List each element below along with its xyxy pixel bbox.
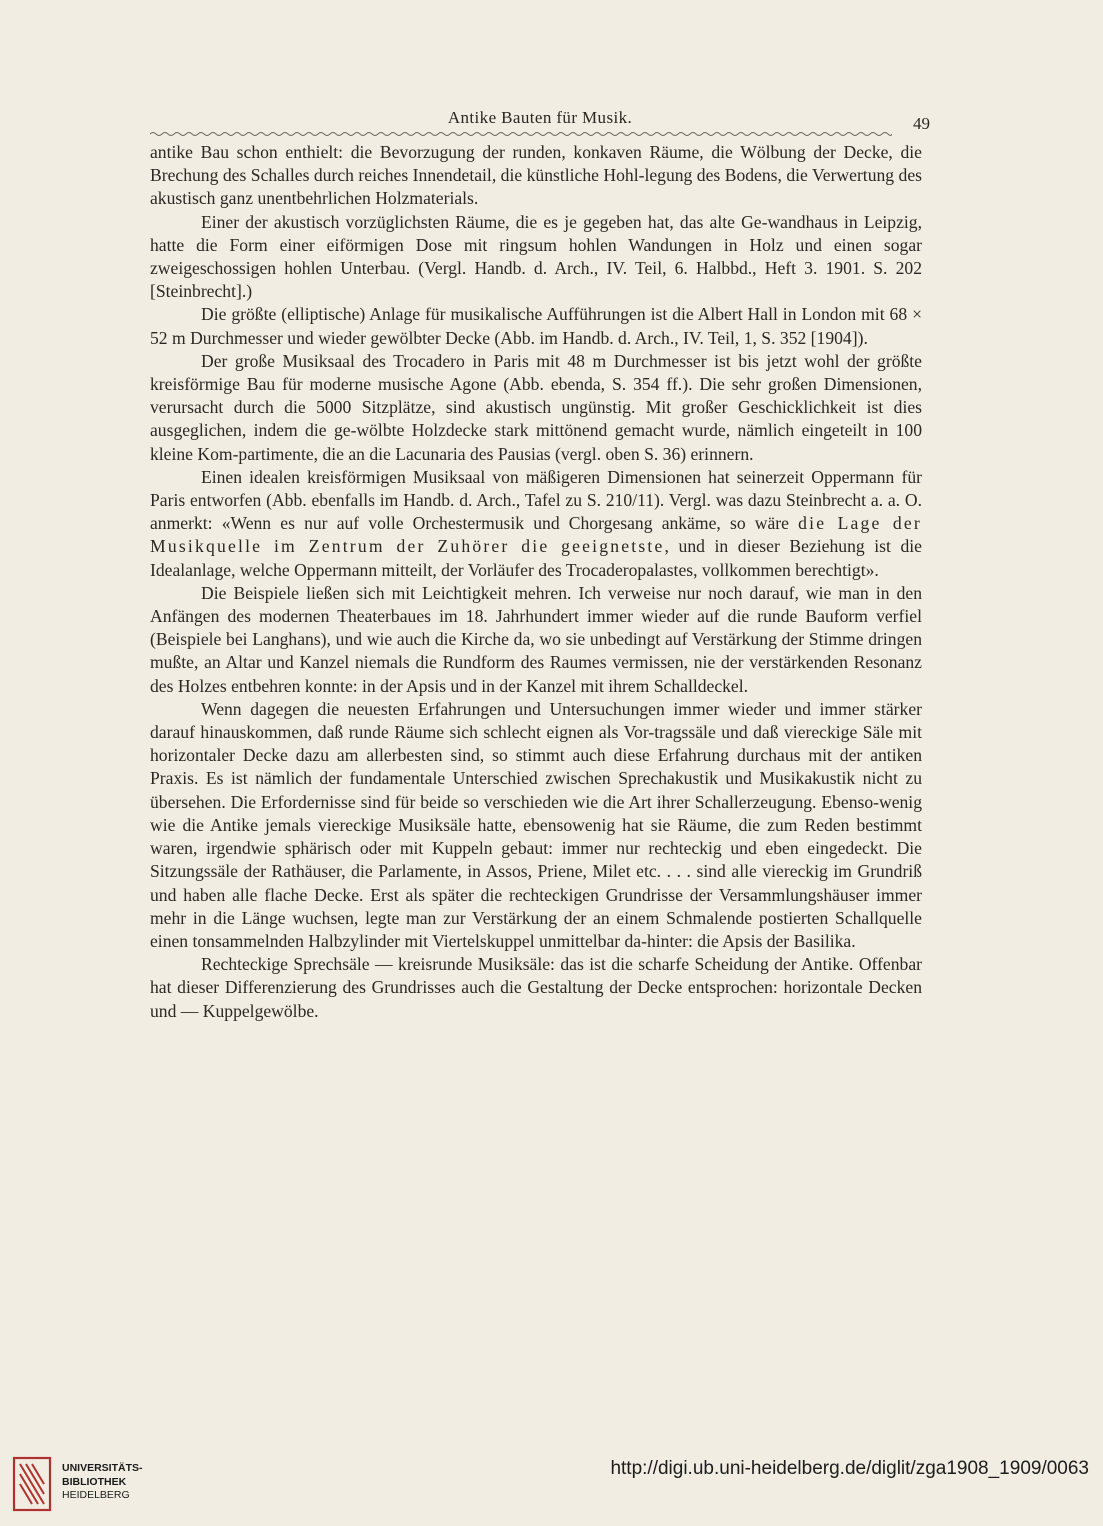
running-title: Antike Bauten für Musik. <box>447 108 633 127</box>
letterspaced-emphasis: die Lage der Musikquelle im Zentrum der Zuhörer die geeignetste <box>150 513 922 557</box>
paragraph-6: Die Beispiele ließen sich mit Leichtigkeit mehren. Ich verweise nur noch darauf, wie man in den Anfängen des modernen Theaterbaues im 18. Jahrhundert immer wieder auf die runde Bauform verfiel (Beispiele bei Langhans), und wie auch die Kirche da, wo sie unbedingt auf Verstärkung der Stimme dringen mußte, an Altar und Kanzel niemals die Rundform des Raumes vermissen, nie der verstärkenden Resonanz des Holzes entbehren konnte: in der Apsis und in der Kanzel mit ihrem Schalldeckel. <box>150 582 922 696</box>
paragraph-3: Die größte (elliptische) Anlage für musikalische Aufführungen ist die Albert Hall in London mit 68 × 52 m Durchmesser und wieder gewölbter Decke (Abb. im Handb. d. Arch., IV. Teil, 1, S. 352 [1904]). <box>150 304 922 348</box>
paragraph-5 <box>150 466 922 582</box>
page-number: 49 <box>913 114 930 133</box>
library-name <box>62 1462 143 1503</box>
library-logo-icon <box>12 1456 52 1512</box>
paragraph-4: Der große Musiksaal des Trocadero in Paris mit 48 m Durchmesser ist bis jetzt wohl der größte kreisförmige Bau für moderne musische Agone (Abb. ebenda, S. 354 ff.). Die sehr großen Dimensionen, verursacht durch die 5000 Sitzplätze, sind akustisch ungünstig. Mit großer Geschicklichkeit ist dies ausgeglichen, indem die ge-wölbte Holzdecke stark mittönend gemacht wurde, nämlich eingeteilt in 100 kleine Kom-partimente, die an die Lacunaria des Pausias (vergl. oben S. 36) erinnern. <box>150 350 922 464</box>
wavy-header-rule <box>150 129 892 139</box>
source-url-link[interactable]: http://digi.ub.uni-heidelberg.de/diglit/zga1908_1909/0063 <box>610 1458 1089 1479</box>
library-logo <box>12 1456 162 1512</box>
paragraph-1: antike Bau schon enthielt: die Bevorzugung der runden, konkaven Räume, die Wölbung der Decke, die Brechung des Schalles durch reiches Innendetail, die künstliche Hohl-legung des Bodens, die Verwertung des akustisch ganz unentbehrlichen Holzmaterials. <box>150 142 922 209</box>
paragraph-5-part-1: Einen idealen kreisförmigen Musiksaal von mäßigeren Dimensionen hat seinerzeit Oppermann für Paris entworfen (Abb. ebenfalls im Handb. d. Arch., Tafel zu S. 210/11). Vergl. was dazu Steinbrecht a. a. O. anmerkt: «Wenn es nur auf volle Orchestermusik und Chorgesang ankäme, so wäre <box>150 466 922 534</box>
body-text <box>150 141 922 1023</box>
paragraph-5-part-2: , und in dieser Beziehung ist die Idealanlage, welche Oppermann mitteilt, der Vorläufer des Trocaderopalastes, vollkommen berechtigt». <box>150 536 922 580</box>
library-name-line-2: BIBLIOTHEK <box>62 1475 127 1488</box>
paragraph-2: Einer der akustisch vorzüglichsten Räume, die es je gegeben hat, das alte Ge-wandhaus in Leipzig, hatte die Form einer eiförmigen Dose mit ringsum hohlen Wandungen in Holz und einen sogar zweigeschossigen hohlen Unterbau. (Vergl. Handb. d. Arch., IV. Teil, 6. Halbbd., Heft 3. 1901. S. 202 [Steinbrecht].) <box>150 211 922 302</box>
library-name-line-3: HEIDELBERG <box>62 1489 130 1501</box>
paragraph-8: Rechteckige Sprechsäle — kreisrunde Musiksäle: das ist die scharfe Scheidung der Antike. Offenbar hat dieser Differenzierung des Grundrisses auch die Gestaltung der Decke entsprochen: horizontale Decken und — Kuppelgewölbe. <box>150 954 922 1021</box>
library-name-line-1: UNIVERSITÄTS- <box>62 1462 143 1474</box>
paragraph-7: Wenn dagegen die neuesten Erfahrungen und Untersuchungen immer wieder und immer stärker darauf hinauskommen, daß runde Räume sich schlecht eignen als Vor-tragssäle und daß viereckige Säle mit horizontaler Decke dazu am allerbesten sind, so stimmt auch diese Erfahrung durchaus mit der antiken Praxis. Es ist nämlich der fundamentale Unterschied zwischen Sprechakustik und Musikakustik nicht zu übersehen. Die Erfordernisse sind für beide so verschieden wie die Art ihrer Schallerzeugung. Ebenso-wenig wie die Antike jemals viereckige Musiksäle hatte, ebensowenig hat sie Räume, die zum Reden bestimmt waren, irgendwie sphärisch oder mit Kuppeln gebaut: immer nur rechteckig und eben eingedeckt. Die Sitzungssäle der Rathäuser, die Parlamente, in Assos, Priene, Milet etc. . . . sind alle viereckig im Grundriß und haben alle flache Decke. Erst als später die rechteckigen Grundrisse der Versammlungshäuser immer mehr in die Länge wuchsen, legte man zur Verstärkung der an einem Schmalende postierten Schallquelle einen tonsammelnden Halbzylinder mit Viertelskuppel unmittelbar da-hinter: die Apsis der Basilika. <box>150 698 922 951</box>
